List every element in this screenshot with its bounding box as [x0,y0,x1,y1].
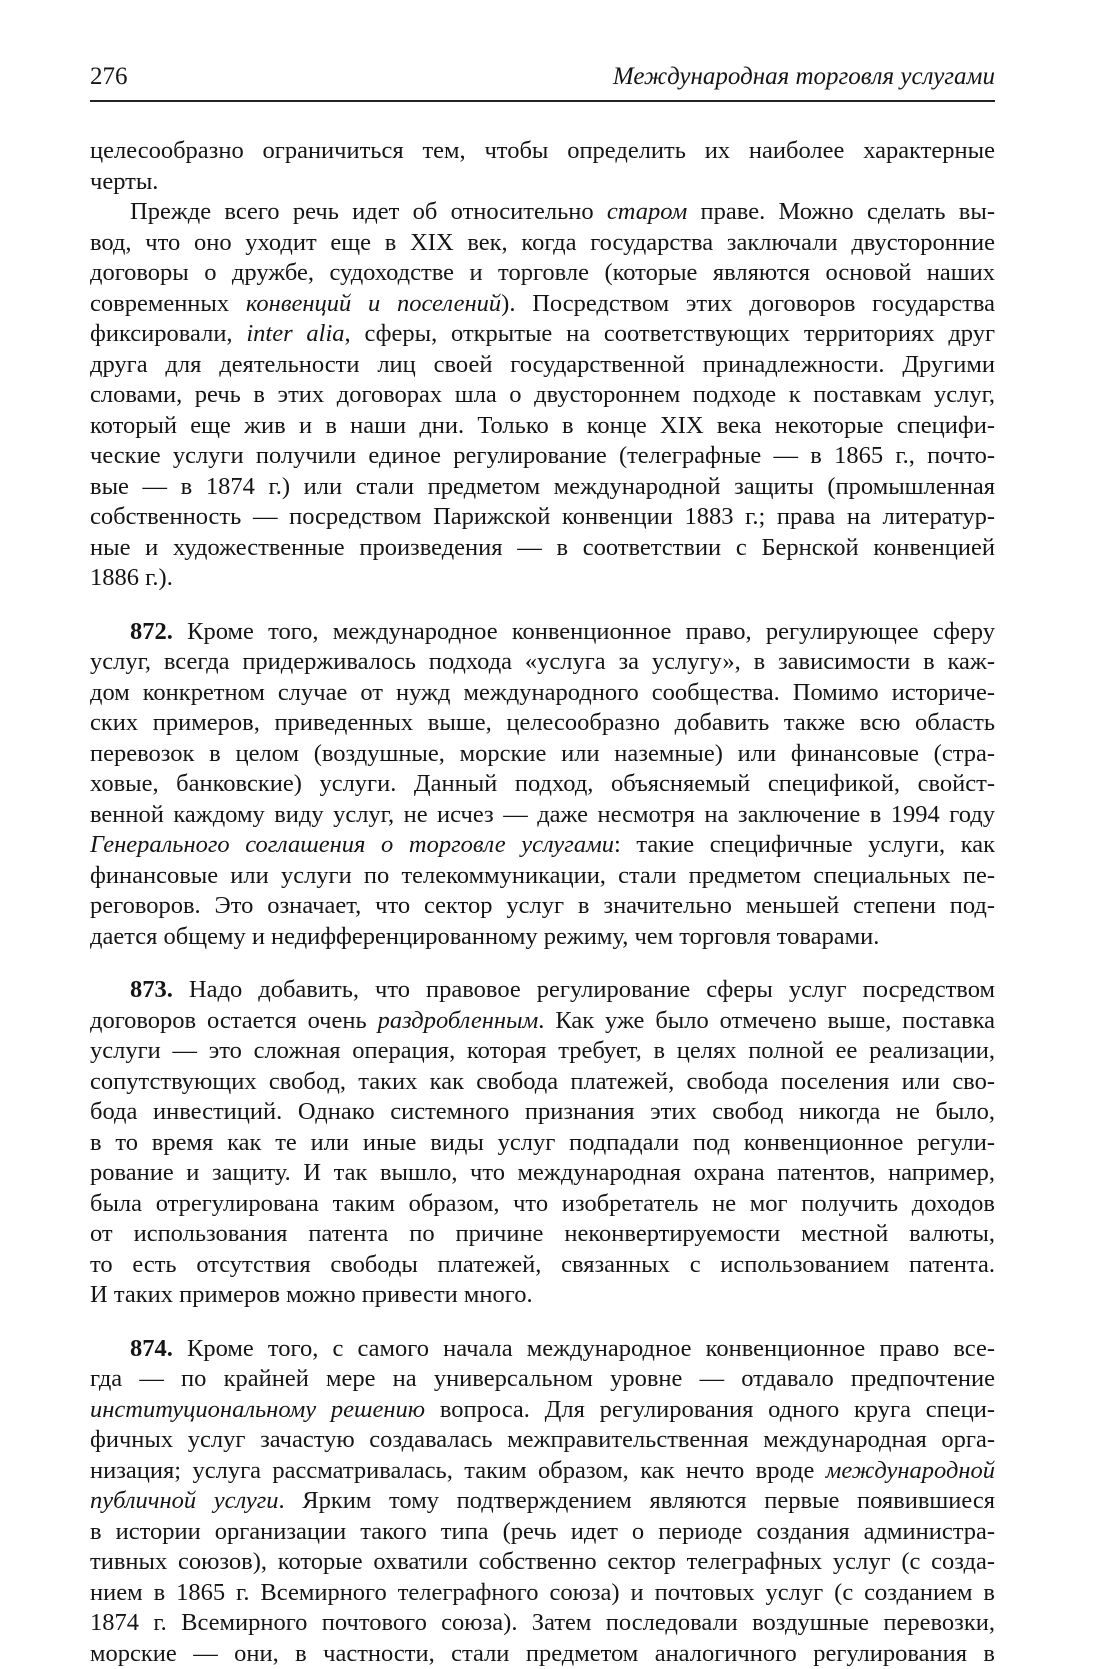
text-run: бода инвестиций. Однако системного признания этих свобод никогда не было, [90,1098,995,1125]
text-line [90,617,995,648]
text-run: ских примеров, приведенных выше, целесообразно добавить также всю область [90,709,995,736]
text-run: сопутствующих свобод, таких как свобода платежей, свобода поселения или сво- [90,1068,995,1095]
emphasis-text: публичной услуги [90,1487,279,1514]
text-run: собственность — посредством Парижской конвенции 1883 г.; права на литератур- [90,503,995,530]
text-line [90,830,995,861]
text-run: вопроса. Для регулирования одного круга специ- [425,1396,995,1423]
text-run: . Как уже было отмечено выше, поставка [538,1007,995,1034]
paragraph [90,617,995,953]
text-line [90,1219,995,1250]
text-run: рование и защиту. И так вышло, что международная охрана патентов, например, [90,1159,995,1186]
text-line [90,1395,995,1426]
text-run: морские — они, в частности, стали предметом аналогичного регулирования в [90,1640,995,1667]
text-line [90,891,995,922]
text-run: который еще жив и в наши дни. Только в конце XIX века некоторые специфи- [90,412,995,439]
text-line [90,472,995,503]
text-run: ные и художественные произведения — в соответствии с Бернской конвенцией [90,534,995,561]
text-run: Кроме того, с самого начала международное конвенционное право все- [173,1335,995,1362]
emphasis-text: конвенций и поселений [246,290,501,317]
paragraph [90,197,995,594]
text-line [90,769,995,800]
text-line [90,1547,995,1578]
text-line [90,1486,995,1517]
text-line [90,441,995,472]
paragraph-gap [90,594,995,617]
section-number: 873. [130,976,173,1003]
text-run: фичных услуг зачастую создавалась межправительственная международная орга- [90,1426,995,1453]
text-run: вод, что оно уходит еще в XIX век, когда государства заключали двусторонние [90,229,995,256]
text-line [90,975,995,1006]
text-line [90,1425,995,1456]
text-run: реговоров. Это означает, что сектор услуг в значительно меньшей степени под- [90,892,995,919]
text-line [90,563,995,594]
text-line [90,1189,995,1220]
text-line [90,1334,995,1365]
text-line [90,1517,995,1548]
text-line [90,800,995,831]
text-run: то есть отсутствия свободы платежей, связанных с использованием патента. [90,1251,995,1278]
text-run: праве. Можно сделать вы- [687,198,995,225]
section-number: 872. [130,618,173,645]
text-run: низация; услуга рассматривалась, таким образом, как нечто вроде [90,1457,826,1484]
running-header [90,62,995,102]
text-line [90,1097,995,1128]
text-run: перевозок в целом (воздушные, морские или наземные) или финансовые (стра- [90,740,995,767]
section-number: 874. [130,1335,173,1362]
emphasis-text: старом [607,198,687,225]
text-run: финансовые или услуги по телекоммуникации, стали предметом специальных пе- [90,862,995,889]
text-run: Кроме того, международное конвенционное право, регулирующее сферу [173,618,995,645]
text-line [90,1250,995,1281]
text-run: . Ярким тому подтверждением являются первые появившиеся [279,1487,995,1514]
text-run: вые — в 1874 г.) или стали предметом международной защиты (промышленная [90,473,995,500]
text-run: ). Посредством этих договоров государства [501,290,995,317]
text-run: услуги — это сложная операция, которая требует, в целях полной ее реализации, [90,1037,995,1064]
text-line [90,922,995,953]
text-run: Надо добавить, что правовое регулирование сферы услуг посредством [173,976,995,1003]
text-run: гда — по крайней мере на универсальном уровне — отдавало предпочтение [90,1365,995,1392]
text-run: 1886 г.). [90,564,173,591]
text-line [90,350,995,381]
text-line [90,1639,995,1669]
text-run: черты. [90,168,158,195]
text-line [90,678,995,709]
paragraph [90,136,995,197]
text-run: друга для деятельности лиц своей государственной принадлежности. Другими [90,351,995,378]
text-run: дом конкретном случае от нужд международного сообщества. Помимо историче- [90,679,995,706]
text-line [90,289,995,320]
text-run: нием в 1865 г. Всемирного телеграфного союза) и почтовых услуг (с созданием в [90,1579,995,1606]
text-line [90,136,995,167]
paragraph [90,1334,995,1669]
running-title: Международная торговля услугами [613,62,995,92]
text-line [90,647,995,678]
text-line [90,1036,995,1067]
text-run: словами, речь в этих договорах шла о двустороннем подходе к поставкам услуг, [90,381,995,408]
text-line [90,167,995,198]
text-run: договоров остается очень [90,1007,378,1034]
text-run: целесообразно ограничиться тем, чтобы определить их наиболее характерные [90,137,995,164]
text-line [90,380,995,411]
text-run: услуг, всегда придерживалось подхода «услуга за услугу», в зависимости в каж- [90,648,995,675]
text-run: современных [90,290,246,317]
text-run: ховые, банковские) услуги. Данный подход, объясняемый спецификой, свойст- [90,770,995,797]
text-run: дается общему и недифференцированному режиму, чем торговля товарами. [90,923,879,950]
page-number: 276 [90,62,128,92]
paragraph-gap [90,1311,995,1334]
text-run: договоры о дружбе, судоходстве и торговле (которые являются основой наших [90,259,995,286]
text-run: 1874 г. Всемирного почтового союза). Затем последовали воздушные перевозки, [90,1609,995,1636]
text-line [90,1280,995,1311]
text-run: от использования патента по причине неконвертируемости местной валюты, [90,1220,995,1247]
text-run: : такие специфичные услуги, как [614,831,995,858]
text-line [90,1006,995,1037]
text-line [90,739,995,770]
text-line [90,533,995,564]
body-text [90,136,995,1669]
text-line [90,1578,995,1609]
text-run: , сферы, открытые на соответствующих территориях друг [345,320,995,347]
text-run: в то время как те или иные виды услуг подпадали под конвенционное регули- [90,1129,995,1156]
text-line [90,258,995,289]
text-line [90,319,995,350]
text-run: венной каждому виду услуг, не исчез — даже несмотря на заключение в 1994 году [90,801,995,828]
text-run: была отрегулирована таким образом, что изобретатель не мог получить доходов [90,1190,995,1217]
text-run: тивных союзов), которые охватили собственно сектор телеграфных услуг (с созда- [90,1548,995,1575]
paragraph-gap [90,952,995,975]
emphasis-text: Генерального соглашения о торговле услугами [90,831,614,858]
text-line [90,1158,995,1189]
text-line [90,1456,995,1487]
emphasis-text: раздробленным [378,1007,539,1034]
emphasis-text: международной [826,1457,995,1484]
text-run: в истории организации такого типа (речь идет о периоде создания администра- [90,1518,995,1545]
paragraph [90,975,995,1311]
text-run: фиксировали, [90,320,246,347]
text-run: ческие услуги получили единое регулирование (телеграфные — в 1865 г., почто- [90,442,995,469]
text-line [90,1067,995,1098]
text-line [90,228,995,259]
text-line [90,502,995,533]
text-run: И таких примеров можно привести много. [90,1281,533,1308]
emphasis-text: институциональному решению [90,1396,425,1423]
text-line [90,1128,995,1159]
text-line [90,197,995,228]
text-line [90,1364,995,1395]
text-run: Прежде всего речь идет об относительно [130,198,607,225]
emphasis-text: inter alia [246,320,344,347]
text-line [90,708,995,739]
text-line [90,1608,995,1639]
text-line [90,411,995,442]
text-line [90,861,995,892]
